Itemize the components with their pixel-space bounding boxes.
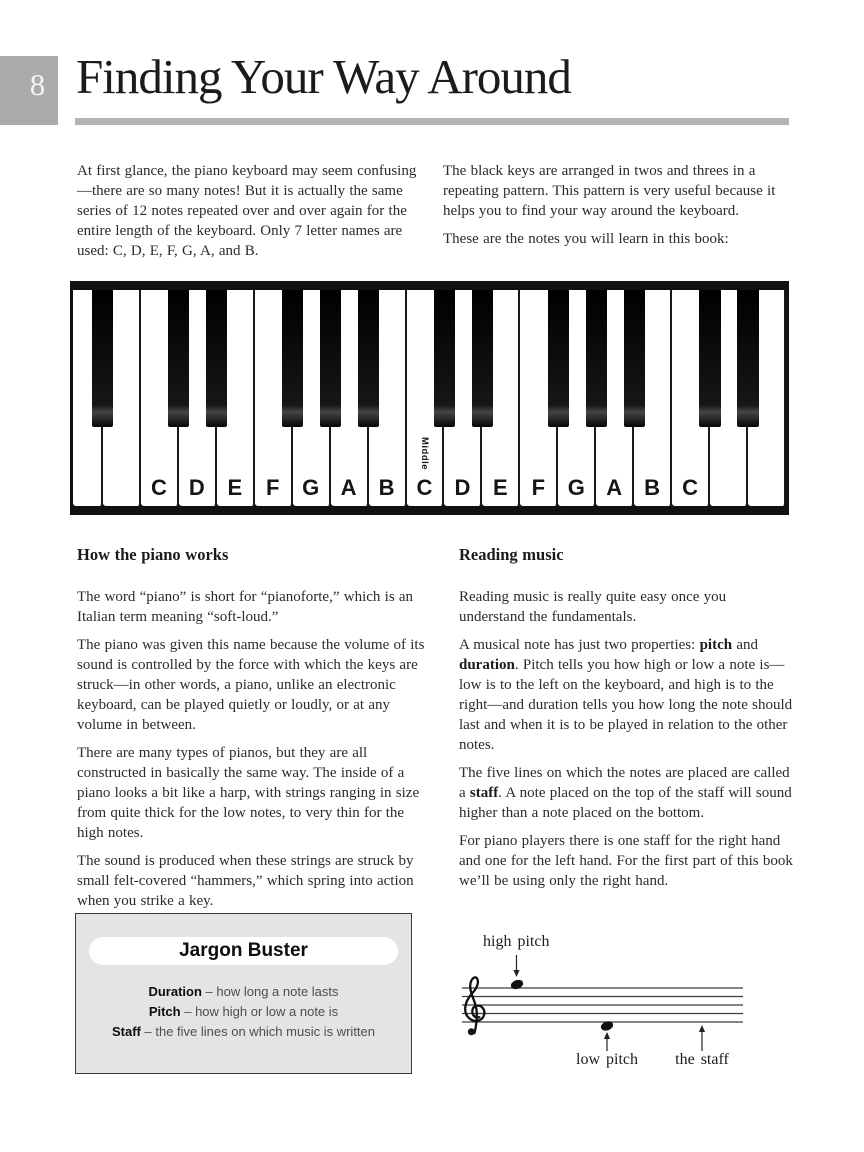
key-label: C xyxy=(682,475,699,500)
key-label: E xyxy=(493,475,508,500)
intro-paragraph: These are the notes you will learn in this book: xyxy=(443,231,729,247)
arrow-up-low-icon xyxy=(604,1032,610,1051)
jargon-entry: Pitch – how high or low a note is xyxy=(148,1004,339,1019)
intro-right-column xyxy=(443,161,795,257)
arrow-down-icon xyxy=(513,955,519,977)
paragraph: The piano was given this name because the volume of its sound is controlled by the force with which the keys are struck—in other words, a piano, unlike an electronic keyboard, can be played quietly or loudly, or at any volume in between. xyxy=(77,637,425,733)
page-title: Finding Your Way Around xyxy=(76,49,571,104)
page-number-box xyxy=(0,56,58,125)
staff-figure xyxy=(445,925,775,1075)
black-key xyxy=(320,290,341,427)
jargon-entry: Duration – how long a note lasts xyxy=(148,984,339,999)
black-key xyxy=(206,290,227,427)
intro-left-column xyxy=(77,161,429,269)
key-label: D xyxy=(454,475,471,500)
paragraph: Reading music is really quite easy once you understand the fundamentals. xyxy=(459,589,727,625)
intro-paragraph: The black keys are arranged in twos and threes in a repeating pattern. This pattern is very useful because it helps you to find your way around the keyboard. xyxy=(443,163,776,219)
black-key xyxy=(434,290,455,427)
key-label: B xyxy=(378,475,395,500)
key-label: B xyxy=(644,475,661,500)
black-key xyxy=(548,290,569,427)
page-number: 8 xyxy=(29,67,46,102)
black-key xyxy=(586,290,607,427)
high-note xyxy=(510,978,525,991)
key-label: F xyxy=(531,475,546,500)
paragraph: The word “piano” is short for “pianoforte,” which is an Italian term meaning “soft-loud.” xyxy=(77,589,414,625)
arrow-up-staff-icon xyxy=(699,1025,705,1051)
key-label: G xyxy=(302,475,320,500)
key-label: A xyxy=(340,475,357,500)
paragraph: The sound is produced when these strings are struck by small felt-covered “hammers,” which spring into action when you strike a key. xyxy=(77,853,414,909)
black-key xyxy=(92,290,113,427)
jargon-buster-title: Jargon Buster xyxy=(179,940,308,961)
staff-lines xyxy=(462,988,743,1022)
reading-music-section xyxy=(459,545,796,899)
label-the-staff: the staff xyxy=(675,1051,729,1068)
paragraph: A musical note has just two properties: pitch and duration. Pitch tells you how high or low a note is—low is to the left on the keyboard, and high is to the right—and duration tells you how long the note should last and when it is to be played in relation to the other notes. xyxy=(459,637,793,753)
black-key xyxy=(737,290,758,427)
middle-c-tag: Middle xyxy=(419,436,430,470)
jargon-definitions xyxy=(76,982,411,1042)
section-heading: Reading music xyxy=(459,545,564,564)
how-piano-works-section xyxy=(77,545,427,919)
black-key xyxy=(699,290,720,427)
jargon-buster-title-pill xyxy=(89,937,398,965)
paragraph: For piano players there is one staff for the right hand and one for the left hand. For the first part of this book we’ll be using only the right hand. xyxy=(459,833,793,889)
jargon-entry: Staff – the five lines on which music is written xyxy=(112,1024,375,1039)
keyboard-keys xyxy=(73,290,786,506)
section-heading: How the piano works xyxy=(77,545,229,564)
label-high-pitch: high pitch xyxy=(483,933,550,950)
key-label: D xyxy=(188,475,205,500)
black-key xyxy=(472,290,493,427)
black-key xyxy=(168,290,189,427)
jargon-buster-box xyxy=(75,913,412,1074)
key-label: E xyxy=(227,475,243,500)
label-low-pitch: low pitch xyxy=(576,1051,638,1068)
key-label: A xyxy=(606,475,623,500)
keyboard-diagram xyxy=(70,281,789,515)
key-label: C xyxy=(150,475,167,500)
key-label: F xyxy=(266,475,280,500)
treble-clef-icon xyxy=(465,977,484,1035)
paragraph: There are many types of pianos, but they are all constructed in basically the same way. The inside of a piano looks a bit like a harp, with strings ranging in size from quite thick for the low notes, to very thin for the high notes. xyxy=(77,745,420,841)
title-rule xyxy=(75,118,789,125)
black-key xyxy=(624,290,645,427)
intro-paragraph: At first glance, the piano keyboard may seem confusing—there are so many notes! But it is actually the same series of 12 notes repeated over and over again for the entire length of the keyboard. Only 7 letter names are used: C, D, E, F, G, A, and B. xyxy=(77,163,417,259)
key-label: C xyxy=(416,475,433,500)
black-key xyxy=(358,290,379,427)
black-key xyxy=(282,290,303,427)
paragraph: The five lines on which the notes are placed are called a staff. A note placed on the top of the staff will sound higher than a note placed on the bottom. xyxy=(459,765,792,821)
key-label: G xyxy=(567,475,585,500)
